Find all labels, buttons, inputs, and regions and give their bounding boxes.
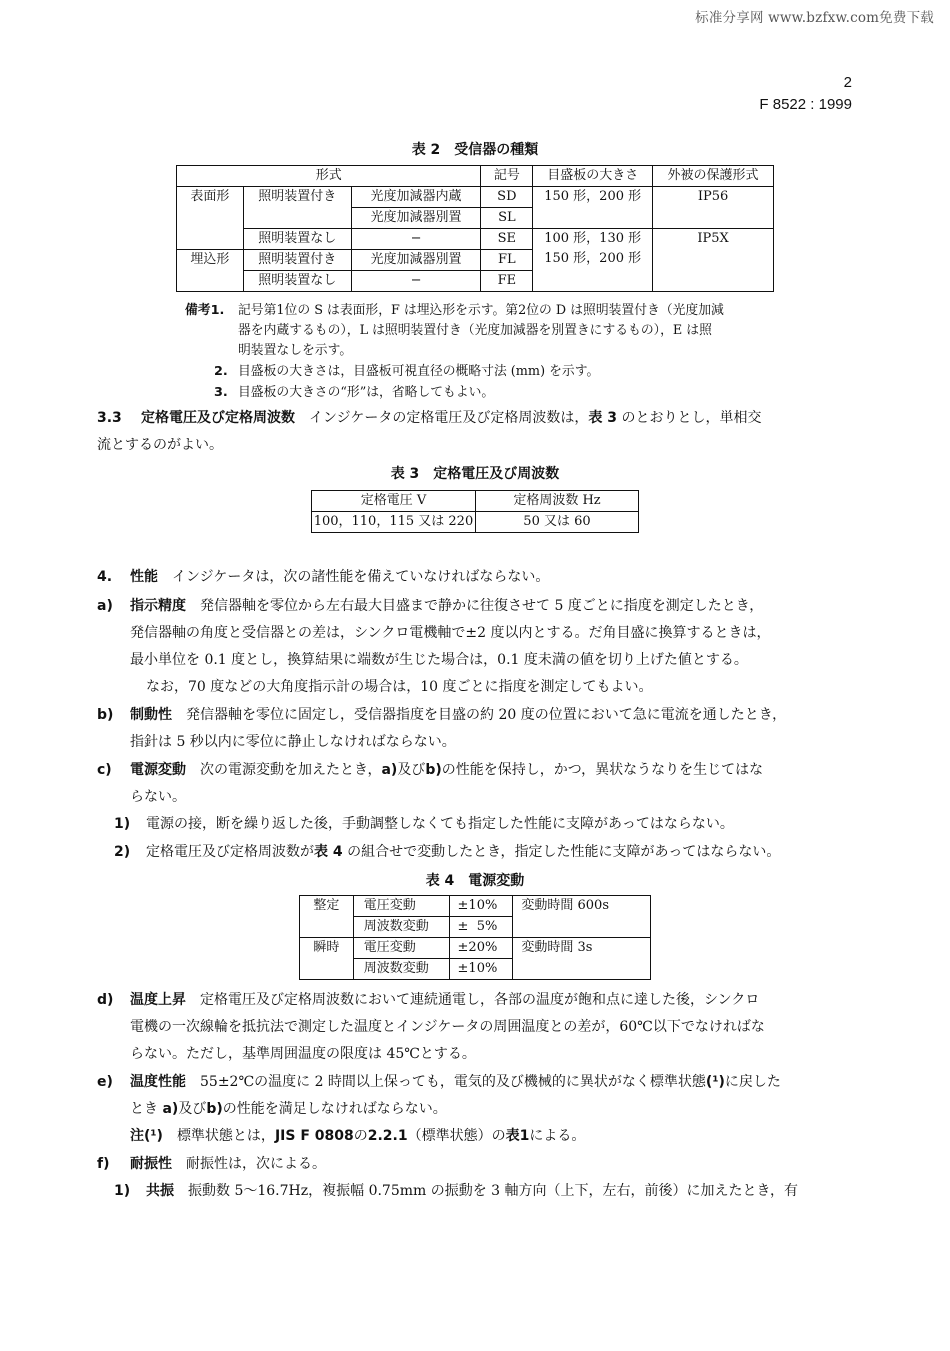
item-a-line-1: [130, 596, 763, 616]
table-row: [177, 187, 774, 208]
remark-1-line-3: 明装置なしを示す。: [238, 343, 353, 358]
table2-cell-dial-b1: 100 形，130 形: [544, 231, 642, 246]
table2-head-protect: 外被の保護形式: [653, 166, 774, 187]
item-a-line-2: 発信器軸の角度と受信器との差は，シンクロ電機軸で±2 度以内とする。だ角目盛に換算するときは，: [130, 625, 771, 641]
section-3-3-text-b: のとおりとし，単相交: [621, 410, 762, 426]
item-d-title: 温度上昇: [130, 992, 186, 1008]
item-c-line-1: [130, 760, 763, 780]
table2-head-dial: 目盛板の大きさ: [533, 166, 653, 187]
remark-1-head: [185, 301, 224, 321]
table4-cell-v10: ±10%: [449, 896, 513, 917]
table2-cell-without-light: 照明装置なし: [243, 229, 351, 250]
item-f-label: f): [97, 1156, 110, 1172]
table4-cell-voltage-2: 電圧変動: [353, 938, 449, 959]
item-c-sub-2-text-b: の組合せで変動したとき，指定した性能に支障があってはならない。: [347, 844, 781, 860]
table2-cell-fe: FE: [481, 271, 533, 292]
remark-3-number: 3.: [214, 385, 228, 400]
table4-cell-v20: ±20%: [449, 938, 513, 959]
section-3-3-line-2: 流とするのがよい。: [97, 437, 223, 453]
item-f-title: 耐振性: [130, 1156, 172, 1172]
section-3-3-title: 定格電圧及び定格周波数: [141, 410, 295, 426]
table4-cell-freq: 周波数変動: [353, 917, 449, 938]
table2-cell-fl: FL: [481, 250, 533, 271]
item-c-title: 電源変動: [130, 762, 186, 778]
table2-cell-dash: −: [351, 229, 481, 250]
section-4-number: 4.: [97, 569, 113, 585]
table3-head-voltage: 定格電圧 V: [312, 491, 476, 512]
item-a-text-1: 発信器軸を零位から左右最大目盛まで静かに往復させて 5 度ごとに指度を測定したとき，: [200, 598, 764, 614]
site-watermark: 标准分享网 www.bzfxw.com免费下载: [695, 10, 934, 26]
item-b-line-1: [130, 705, 786, 725]
item-c-sub-2-line: [146, 842, 780, 862]
table3-caption: 表 3 定格電圧及び周波数: [390, 466, 560, 482]
item-c-sub-2-text-a: 定格電圧及び定格周波数が: [146, 844, 314, 860]
table2-cell-ip5x: IP5X: [653, 229, 774, 292]
item-a-title: 指示精度: [130, 598, 186, 614]
item-e-note-b: （標準状態）の: [407, 1128, 506, 1144]
table4-cell-t3: 変動時間 3s: [513, 938, 651, 980]
table2-cell-sd: SD: [481, 187, 533, 208]
item-d-line-1: [130, 990, 759, 1010]
table2-cell-sl: SL: [481, 208, 533, 229]
table2-cell-ip56: IP56: [653, 187, 774, 229]
item-c-sub-1-text: 電源の接，断を繰り返した後，手動調整しなくても指定した性能に支障があってはならない。: [146, 816, 734, 832]
table4-cell-voltage: 電圧変動: [353, 896, 449, 917]
item-e-ref-a: a): [162, 1101, 179, 1117]
table4-caption: 表 4 電源変動: [425, 873, 525, 889]
item-e-line-1: [130, 1072, 781, 1092]
item-f-sub-1-line: [146, 1181, 798, 1201]
item-d-line-3: らない。ただし，基準周囲温度の限度は 45℃とする。: [130, 1046, 476, 1062]
table4-ref: 表 4: [314, 844, 343, 860]
table2-cell-dimmer-built-in: 光度加減器内蔵: [351, 187, 481, 208]
section-3-3-number: 3.3: [97, 410, 122, 426]
item-e-note-c: による。: [529, 1128, 586, 1144]
remark-3-text: 目盛板の大きさの“形”は，省略してもよい。: [238, 385, 495, 400]
section-4-line: [130, 567, 549, 587]
table2-cell-dimmer-separate: 光度加減器別置: [351, 208, 481, 229]
table-row: [177, 229, 774, 250]
table4-cell-f10: ±10%: [449, 959, 513, 980]
item-e-note-ref: (¹): [705, 1074, 725, 1090]
item-c-text-a: 次の電源変動を加えたとき，: [200, 762, 382, 778]
item-f-sub-1-title: 共振: [146, 1183, 174, 1199]
item-b-title: 制動性: [130, 707, 172, 723]
remark-1-line-2: 器を内蔵するもの），L は照明装置付き（光度加減器を別置きにするもの），E は照: [238, 323, 712, 338]
item-e-text-b: に戻した: [724, 1074, 781, 1090]
table2-cell-with-light-2: 照明装置付き: [243, 250, 351, 271]
item-a-line-4: なお，70 度などの大角度指示計の場合は，10 度ごとに指度を測定してもよい。: [146, 679, 653, 695]
item-b-line-2: 指針は 5 秒以内に零位に静止しなければならない。: [130, 734, 456, 750]
table4-cell-freq-2: 周波数変動: [353, 959, 449, 980]
table2-cell-surface: 表面形: [177, 187, 244, 250]
item-c-text-m: 及び: [397, 762, 426, 778]
remark-1-line-1: 記号第1位の S は表面形，F は埋込形を示す。第2位の D は照明装置付き（光度加減: [238, 303, 724, 318]
item-e-line-2-a: とき: [130, 1101, 158, 1117]
item-f-sub-1-number: 1): [114, 1183, 131, 1199]
section-3-3-line-1: [141, 408, 761, 428]
item-e-note-sec: 2.2.1: [367, 1128, 408, 1144]
table-row: [177, 166, 774, 187]
item-e-note: [130, 1126, 585, 1146]
document-id: F 8522 : 1999: [759, 96, 852, 113]
page-number: 2: [843, 74, 852, 91]
item-a-label: a): [97, 598, 113, 614]
table2-cell-dial-a: 150 形，200 形: [533, 187, 653, 229]
section-4-title: 性能: [130, 569, 158, 585]
item-c-line-2: らない。: [130, 789, 186, 805]
item-e-text-a: 55±2℃の温度に 2 時間以上保っても，電気的及び機械的に異状がなく標準状態: [200, 1074, 706, 1090]
item-e-line-2-m: 及び: [178, 1101, 207, 1117]
table4-cell-steady: 整定: [300, 896, 354, 938]
item-c-ref-b: b): [425, 762, 442, 778]
table3-ref: 表 3: [588, 410, 617, 426]
item-e-note-a: 標準状態とは，: [176, 1128, 275, 1144]
item-e-note-jis: JIS F 0808: [274, 1128, 354, 1144]
item-e-ref-b: b): [206, 1101, 223, 1117]
item-f-text: 耐振性は，次による。: [186, 1156, 326, 1172]
section-4-text: インジケータは，次の諸性能を備えていなければならない。: [172, 569, 550, 585]
item-e-label: e): [97, 1074, 113, 1090]
table2-cell-without-light-2: 照明装置なし: [243, 271, 351, 292]
section-3-3-text-a: インジケータの定格電圧及び定格周波数は，: [309, 410, 589, 426]
item-a-line-3: 最小単位を 0.1 度とし，換算結果に端数が生じた場合は，0.1 度未満の値を切り上げた値とする。: [130, 652, 748, 668]
item-c-ref-a: a): [381, 762, 398, 778]
item-c-sub-2-number: 2): [114, 844, 131, 860]
table2-cell-dial-b: [533, 229, 653, 292]
item-e-line-2-b: の性能を満足しなければならない。: [222, 1101, 447, 1117]
table2-head-symbol: 記号: [481, 166, 533, 187]
table4-cell-t600: 変動時間 600s: [513, 896, 651, 938]
item-e-note-table: 表1: [505, 1128, 530, 1144]
item-b-label: b): [97, 707, 114, 723]
table-row: [300, 938, 651, 959]
item-e-note-m: の: [353, 1128, 368, 1144]
table2-cell-se: SE: [481, 229, 533, 250]
table3-cell-voltage: 100，110，115 又は 220: [312, 512, 476, 533]
table4: [299, 895, 651, 980]
table4-cell-transient: 瞬時: [300, 938, 354, 980]
table2: [176, 165, 774, 292]
table2-head-form: 形式: [177, 166, 481, 187]
table2-cell-dial-b2: 150 形，200 形: [544, 251, 642, 266]
remark-2-number: 2.: [214, 364, 228, 379]
table3: [311, 490, 639, 533]
table2-caption: 表 2 受信器の種類: [411, 142, 539, 158]
remark-2-text: 目盛板の大きさは，目盛板可視直径の概略寸法 (mm) を示す。: [238, 364, 600, 379]
remark-1-number: 1.: [210, 303, 225, 318]
item-d-line-2: 電機の一次線輪を抵抗法で測定した温度とインジケータの周囲温度との差が，60℃以下でなければな: [130, 1019, 765, 1035]
item-d-text-1: 定格電圧及び定格周波数において連続通電し，各部の温度が飽和点に達した後，シンクロ: [200, 992, 760, 1008]
item-e-line-2: [130, 1099, 447, 1119]
item-f-sub-1-text: 振動数 5〜16.7Hz，複振幅 0.75mm の振動を 3 軸方向（上下，左右，前後）に加えたとき，有: [188, 1183, 798, 1199]
table2-cell-dimmer-separate-2: 光度加減器別置: [351, 250, 481, 271]
item-f-line: [130, 1154, 326, 1174]
item-c-label: c): [97, 762, 112, 778]
item-c-text-b: の性能を保持し，かつ，異状なうなりを生じてはな: [441, 762, 764, 778]
item-c-sub-1-number: 1): [114, 816, 131, 832]
table2-cell-with-light: 照明装置付き: [243, 187, 351, 229]
table2-cell-dash-2: −: [351, 271, 481, 292]
table-row: [312, 491, 639, 512]
item-e-title: 温度性能: [130, 1074, 186, 1090]
table-row: [300, 896, 651, 917]
remark-label: 備考: [185, 303, 211, 318]
table3-head-frequency: 定格周波数 Hz: [475, 491, 638, 512]
item-d-label: d): [97, 992, 114, 1008]
item-b-text-1: 発信器軸を零位に固定し，受信器指度を目盛の約 20 度の位置において急に電流を通したとき，: [186, 707, 787, 723]
item-e-note-label: 注(¹): [130, 1128, 163, 1144]
table2-cell-embed: 埋込形: [177, 250, 244, 292]
table-row: [312, 512, 639, 533]
table3-cell-frequency: 50 又は 60: [475, 512, 638, 533]
table4-cell-f5: ± 5%: [449, 917, 513, 938]
